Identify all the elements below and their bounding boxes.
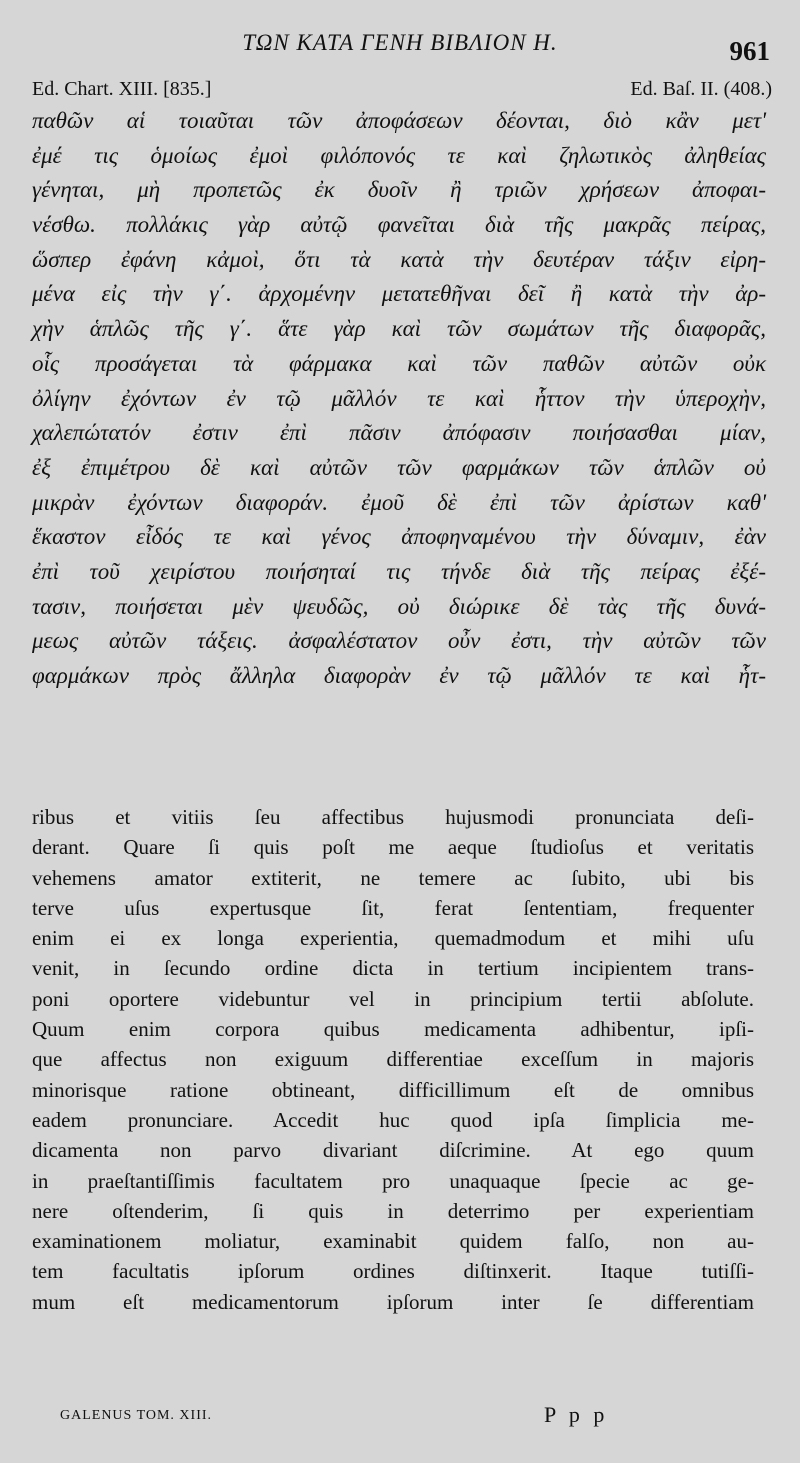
greek-line: ἐξ ἐπιμέτρου δὲ καὶ αὐτῶν τῶν φαρμάκων τῶν ἁπλῶν οὐ (32, 454, 766, 480)
greek-line: ἐμέ τις ὁμοίως ἐμοὶ φιλόπονός τε καὶ ζηλωτικὸς ἀληθείας (32, 142, 766, 168)
latin-line: venit, in ſecundo ordine dicta in tertium incipientem trans- (32, 956, 754, 981)
edition-basel-ref: Ed. Baſ. II. (408.) (630, 78, 772, 100)
greek-line: παθῶν αἱ τοιαῦται τῶν ἀποφάσεων δέονται, διὸ κἂν μετ' (32, 108, 766, 133)
latin-text-block (32, 802, 754, 1317)
latin-line: in praeſtantiſſimis facultatem pro unaquaque ſpecie ac ge- (32, 1168, 754, 1193)
latin-line: mum eſt medicamentorum ipſorum inter ſe differentiam (32, 1289, 754, 1314)
latin-line: poni oportere videbuntur vel in principium tertii abſolute. (32, 986, 754, 1011)
page-number: 961 (729, 36, 770, 66)
greek-line: οἷς προσάγεται τὰ φάρμακα καὶ τῶν παθῶν αὐτῶν οὐκ (32, 350, 766, 376)
latin-line: eadem pronunciare. Accedit huc quod ipſa ſimplicia me- (32, 1107, 754, 1132)
greek-line: γένηται, μὴ προπετῶς ἐκ δυοῖν ἢ τριῶν χρήσεων ἀποφαι- (32, 177, 766, 203)
latin-line: ribus et vitiis ſeu affectibus hujusmodi pronunciata deſi- (32, 805, 754, 829)
latin-line: nere oſtenderim, ſi quis in deterrimo per experientiam (32, 1198, 754, 1223)
signature-mark: P p p (544, 1402, 609, 1427)
page-footer (60, 1402, 760, 1432)
running-title: ΤΩΝ ΚΑΤΑ ΓΕΝΗ ΒΙΒΛΙΟΝ Η. (242, 30, 558, 55)
greek-line: χαλεπώτατόν ἐστιν ἐπὶ πᾶσιν ἀπόφασιν ποιήσασθαι μίαν, (32, 420, 766, 446)
greek-line: μικρὰν ἐχόντων διαφοράν. ἐμοῦ δὲ ἐπὶ τῶν ἀρίστων καθ' (32, 489, 766, 515)
latin-line: examinationem moliatur, examinabit quidem falſo, non au- (32, 1229, 754, 1254)
greek-line: ἕκαστον εἶδός τε καὶ γένος ἀποφηναμένου τὴν δύναμιν, ἐὰν (32, 524, 766, 550)
latin-line: terve uſus expertusque ſit, ferat ſententiam, frequenter (32, 895, 754, 920)
latin-line: vehemens amator extiterit, ne temere ac ſubito, ubi bis (32, 865, 754, 890)
greek-line: τασιν, ποιήσεται μὲν ψευδῶς, οὐ διώρικε δὲ τὰς τῆς δυνά- (32, 593, 766, 619)
greek-line: ὥσπερ ἐφάνη κἀμοὶ, ὅτι τὰ κατὰ τὴν δευτέραν τάξιν εἰρη- (32, 246, 766, 272)
edition-chartier-ref: Ed. Chart. XIII. [835.] (32, 78, 212, 100)
greek-line: ὀλίγην ἐχόντων ἐν τῷ μᾶλλόν τε καὶ ἧττον τὴν ὑπεροχὴν, (32, 385, 766, 411)
latin-line: minorisque ratione obtineant, difficillimum eſt de omnibus (32, 1077, 754, 1102)
latin-line: que affectus non exiguum differentiae exceſſum in majoris (32, 1047, 754, 1072)
latin-line: tem facultatis ipſorum ordines diſtinxerit. Itaque tutiſſi- (32, 1259, 754, 1284)
edition-line (32, 78, 772, 104)
latin-line: dicamenta non parvo divariant diſcrimine. At ego quum (32, 1138, 754, 1163)
greek-line: μένα εἰς τὴν γ΄. ἀρχομένην μετατεθῆναι δεῖ ἢ κατὰ τὴν ἀρ- (32, 281, 766, 307)
greek-line: νέσθω. πολλάκις γὰρ αὐτῷ φανεῖται διὰ τῆς μακρᾶς πείρας, (32, 212, 766, 238)
latin-line: enim ei ex longa experientia, quemadmodum et mihi uſu (32, 926, 754, 951)
latin-line: Quum enim corpora quibus medicamenta adhibentur, ipſi- (32, 1017, 754, 1042)
footer-volume-label: GALENUS TOM. XIII. (60, 1408, 213, 1423)
greek-line: φαρμάκων πρὸς ἄλληλα διαφορὰν ἐν τῷ μᾶλλόν τε καὶ ἧτ- (32, 663, 766, 688)
greek-line: χὴν ἁπλῶς τῆς γ΄. ἅτε γὰρ καὶ τῶν σωμάτων τῆς διαφορᾶς, (32, 316, 766, 342)
greek-text-block (32, 104, 766, 694)
latin-line: derant. Quare ſi quis poſt me aeque ſtudioſus et veritatis (32, 835, 754, 860)
greek-line: ἐπὶ τοῦ χειρίστου ποιήσηταί τις τήνδε διὰ τῆς πείρας ἐξέ- (32, 558, 766, 584)
greek-line: μεως αὐτῶν τάξεις. ἀσφαλέστατον οὖν ἐστι, τὴν αὐτῶν τῶν (32, 628, 766, 654)
